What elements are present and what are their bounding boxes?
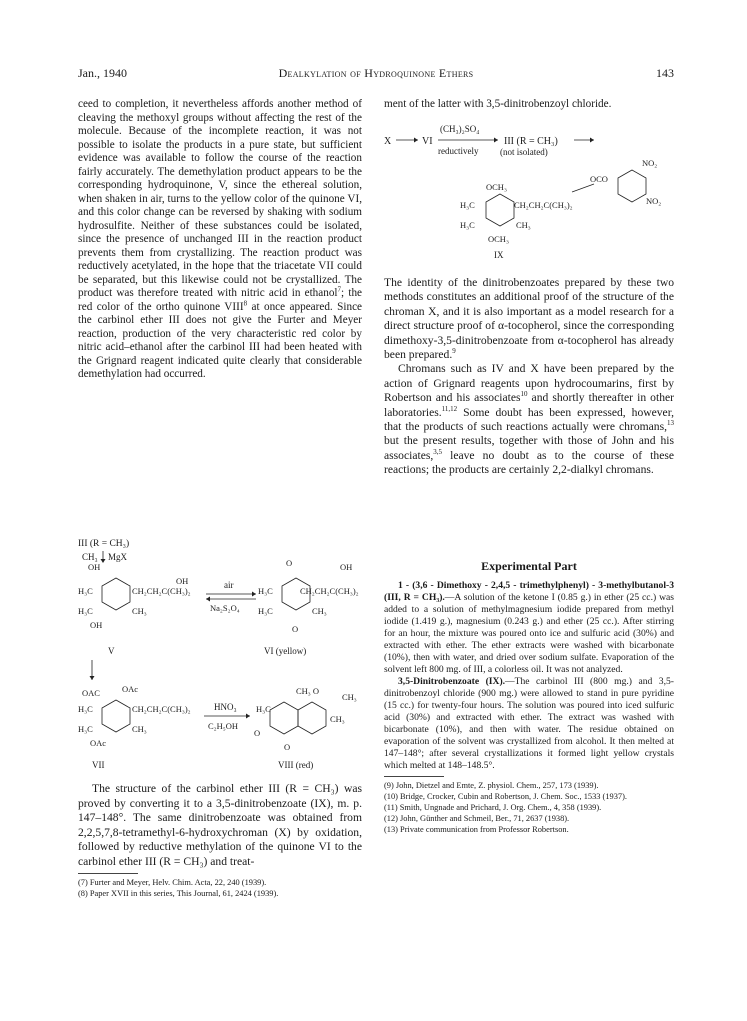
svg-text:VII: VII	[92, 760, 105, 770]
svg-text:H₃C: H₃C	[460, 220, 475, 230]
paragraph-demethylation: ceed to completion, it nevertheless affords another method of cleaving the methoxyl groups without affecting the rest of the molecule. Because of the incomplete reaction, it was not possible to isolate the products in a pure state, but sufficient evidence was available to follow the course of the reaction fairly accurately. The demethylation product appears to be the corresponding hydroquinone, V, since the ethereal solution, when shaken in air, turns to the yellow color of the quinone VI, and this color change can be reversed by shaking with sodium hydrosulfite. Neither of these substances could be isolated, since the presence of unchanged III in the reaction product prevents them from crystallizing. The reaction product was reductively acetylated, in the hope that the triacetate VII could be separated, but this likewise could not be crystallized. The product was therefore treated with nitric acid in ethanol$^7$; the red color of the ortho quinone VIII$^8$ at once appeared. Since the carbinol ether III does not give the Furter and Meyer reaction, production of the very characteristic red color by nitric acid–ethanol after the carbinol III had been heated with the Grignard reagent indicated quite clearly that considerable demethylation had occurred.	[78, 98, 362, 380]
svg-text:CH₂CH₂C(CH₃)₂: CH₂CH₂C(CH₃)₂	[132, 586, 191, 596]
svg-text:III (R = CH₃): III (R = CH₃)	[504, 136, 558, 147]
svg-text:OAc: OAc	[122, 684, 139, 694]
svg-text:(CH₃)₂SO₄: (CH₃)₂SO₄	[440, 124, 480, 134]
footnote-12: (12) John, Günther and Schmeil, Ber., 71, 2637 (1938).	[384, 813, 570, 823]
header-title: Dealkylation of Hydroquinone Ethers	[278, 66, 474, 80]
svg-text:HNO₃: HNO₃	[214, 702, 237, 712]
svg-text:H₃C: H₃C	[78, 586, 93, 596]
svg-text:V: V	[108, 646, 115, 656]
svg-text:VI (yellow): VI (yellow)	[264, 646, 307, 656]
svg-text:air: air	[224, 580, 234, 590]
footnote-8: (8) Paper XVII in this series, This Journal, 61, 2424 (1939).	[78, 889, 279, 898]
paragraph-chromans: Chromans such as IV and X have been prepared by the action of Grignard reagents upon hydrocoumarins, first by Robertson and his associates$^{10}$ and shortly thereafter in other laboratories.$^{11,12}$ Some doubt has been expressed, however, that the products of such reactions actually were chromans,$^{13}$ but the present results, together with those of John and his associates,$^{3,5}$ leave no doubt as to the course of these reactions; the products are certainly 2,2-dialkyl chromans.	[384, 362, 674, 477]
footnote-7: (7) Furter and Meyer, Helv. Chim. Acta, 22, 240 (1939).	[78, 878, 267, 887]
svg-text:CH₃: CH₃	[330, 714, 345, 724]
svg-text:OCH₃: OCH₃	[488, 234, 509, 244]
right-column-middle	[384, 276, 674, 478]
header-page-number: 143	[656, 66, 674, 80]
svg-text:H₃C: H₃C	[258, 606, 273, 616]
paragraph-identity: The identity of the dinitrobenzoates prepared by these two methods constitutes an additional proof of the structure of the chroman X, and it is also important as a model research for a direct structure proof of α-tocopherol, since the corresponding dimethoxy-3,5-dinitrobenzoate from α-tocopherol has already been prepared.$^9$	[384, 276, 674, 362]
svg-text:OH: OH	[90, 620, 103, 630]
reaction-scheme-dinitrobenzoate	[384, 118, 674, 268]
svg-text:III (R = CH₃): III (R = CH₃)	[78, 539, 130, 549]
svg-text:OH: OH	[176, 576, 189, 586]
svg-text:H₃C: H₃C	[78, 704, 93, 714]
svg-text:CH₃: CH₃	[342, 692, 357, 702]
svg-text:VIII (red): VIII (red)	[278, 760, 314, 770]
svg-text:C₂H₅OH: C₂H₅OH	[208, 721, 239, 731]
paragraph-structure-proof: The structure of the carbinol ether III (R = CH₃) was proved by converting it to a 3,5-dinitrobenzoate (IX), m. p. 147–148°. The same dinitrobenzoate was obtained from 2,2,5,7,8-tetramethyl-6-hydroxychroman (X) by oxidation, followed by reductive methylation of the quinone VI to the carbinol ether III (R = CH₃) and treat-	[78, 782, 362, 868]
svg-text:O: O	[254, 728, 261, 738]
footnote-13: (13) Private communication from Professor Robertson.	[384, 824, 569, 834]
right-column-top	[384, 98, 674, 112]
svg-text:O: O	[286, 558, 293, 568]
svg-text:CH₃: CH₃	[312, 606, 327, 616]
svg-text:CH₂CH₂C(CH₃)₂: CH₂CH₂C(CH₃)₂	[514, 200, 573, 210]
footnote-10: (10) Bridge, Crocker, Cubin and Robertson, J. Chem. Soc., 1533 (1937).	[384, 791, 627, 801]
svg-text:CH₂CH₂C(CH₃)₂: CH₂CH₂C(CH₃)₂	[300, 586, 359, 596]
svg-text:X: X	[384, 136, 392, 147]
svg-text:H₃C: H₃C	[78, 724, 93, 734]
reaction-scheme-demethylation	[78, 536, 368, 770]
svg-text:CH₃: CH₃	[132, 606, 147, 616]
svg-text:CH₃: CH₃	[516, 220, 531, 230]
svg-text:CH₃ O: CH₃ O	[296, 686, 320, 696]
svg-text:VI: VI	[422, 136, 433, 147]
svg-text:OAC: OAC	[82, 688, 100, 698]
svg-text:NO₂: NO₂	[642, 158, 658, 168]
svg-text:OAc: OAc	[90, 738, 107, 748]
svg-text:OH: OH	[340, 562, 353, 572]
svg-text:H₃C: H₃C	[256, 704, 271, 714]
svg-text:H₃C: H₃C	[460, 200, 475, 210]
experimental-entry-dinitrobenzoate: 3,5-Dinitrobenzoate (IX).—The carbinol III (800 mg.) and 3,5-dinitrobenzoyl chloride (900 mg.) were allowed to stand in pure pyridine (15 cc.) for twenty-four hours. The solution was poured into iced sulfuric acid (30%) and extracted with ether. The extract was washed with bicarbonate (10%), and then with water. The residue obtained on evaporation of the solvent was crystallized from alcohol. It then melted at 147–148°; after several crystallizations it formed light yellow crystals which melted at 148–148.5°.	[384, 675, 674, 771]
experimental-section	[384, 560, 674, 835]
svg-text:O: O	[292, 624, 299, 634]
paragraph-continuation: ment of the latter with 3,5-dinitrobenzoyl chloride.	[384, 98, 612, 110]
footnote-rule-right	[384, 776, 444, 777]
svg-text:MgX: MgX	[108, 552, 128, 562]
svg-text:OCO: OCO	[590, 174, 608, 184]
left-column-text	[78, 98, 362, 382]
footnote-rule	[78, 873, 138, 874]
experimental-heading: Experimental Part	[481, 559, 577, 573]
footnote-9: (9) John, Dietzel and Emte, Z. physiol. Chem., 257, 173 (1939).	[384, 780, 599, 790]
svg-text:CH₃: CH₃	[82, 552, 98, 562]
svg-text:CH₃: CH₃	[132, 724, 147, 734]
footnote-11: (11) Smith, Ungnade and Prichard, J. Org. Chem., 4, 358 (1939).	[384, 802, 602, 812]
left-column-bottom	[78, 782, 362, 899]
svg-text:H₃C: H₃C	[258, 586, 273, 596]
svg-text:reductively: reductively	[438, 146, 479, 156]
svg-text:OH: OH	[88, 562, 101, 572]
svg-text:NO₂: NO₂	[646, 196, 662, 206]
svg-text:IX: IX	[494, 250, 504, 260]
header-date: Jan., 1940	[78, 66, 127, 80]
experimental-entry-carbinol: 1 - (3,6 - Dimethoxy - 2,4,5 - trimethylphenyl) - 3-methylbutanol-3 (III, R = CH₃).—A solution of the ketone I (0.85 g.) in ether (25 cc.) was added to a solution of methylmagnesium iodide prepared from methyl iodide (1.419 g.), magnesium (0.243 g.) and ether (25 cc.). After stirring for an hour, the mixture was poured onto ice and sulfuric acid (30%) and extracted with ether. The ether extracts were washed with bicarbonate (10%), then with water, and dried over sodium sulfate. Evaporation of the solvent left 800 mg. of III, a colorless oil. It was not analyzed.	[384, 579, 674, 675]
svg-text:H₃C: H₃C	[78, 606, 93, 616]
svg-text:(not isolated): (not isolated)	[500, 147, 548, 157]
svg-text:O: O	[284, 742, 291, 752]
svg-text:Na₂S₂O₄: Na₂S₂O₄	[210, 603, 240, 613]
running-header	[78, 66, 674, 82]
svg-text:OCH₃: OCH₃	[486, 182, 507, 192]
svg-text:CH₂CH₂C(CH₃)₂: CH₂CH₂C(CH₃)₂	[132, 704, 191, 714]
